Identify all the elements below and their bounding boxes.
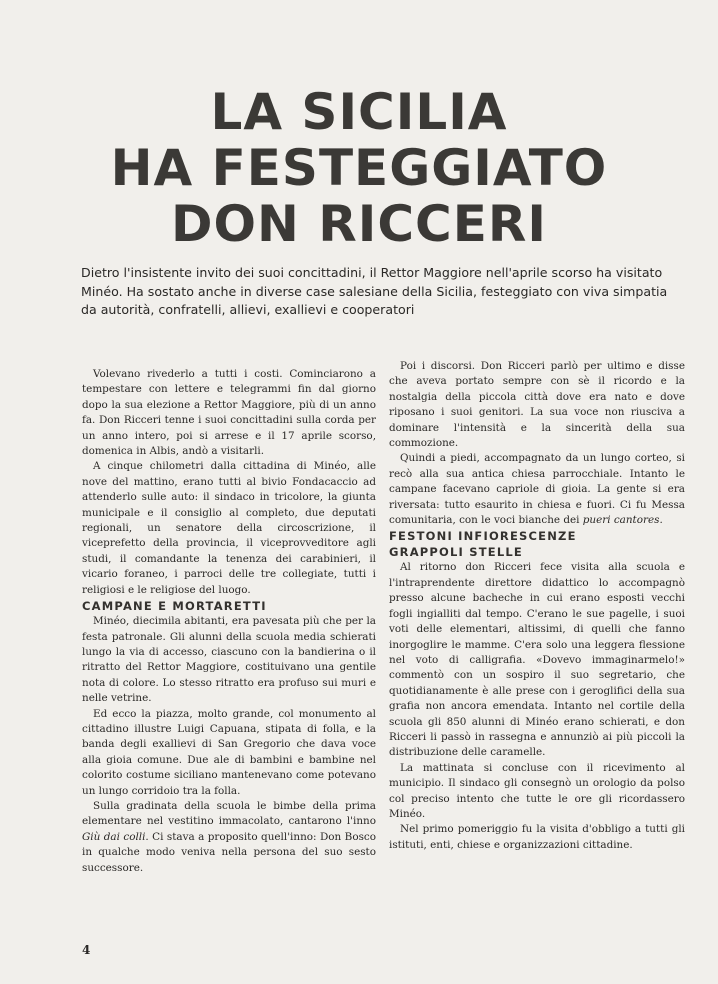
choir-name: pueri cantores xyxy=(582,514,660,527)
paragraph xyxy=(389,451,685,528)
article-subtitle: Dietro l'insistente invito dei suoi concittadini, il Rettor Maggiore nell'aprile scorso ha visitato Minéo. Ha sostato anche in diverse case salesiane della Sicilia, festeggiato con viva simpatia da autorità, confratelli, allievi, exallievi e cooperatori xyxy=(81,265,668,317)
article-title xyxy=(0,84,718,252)
text-run: . Ci stava a proposito quell'inno: Don Bosco in qualche modo veniva nella persona del suo sesto successore. xyxy=(82,830,376,874)
paragraph: Nel primo pomeriggio fu la visita d'obbligo a tutti gli istituti, enti, chiese e organizzazioni cittadine. xyxy=(389,823,685,851)
text-run: Quindi a piedi, accompagnato da un lungo corteo, si recò alla sua antica chiesa parrocchiale. Intanto le campane facevano capriole di gioia. La gente si era riversata: tutto esaurito in chiesa e fuori. Ci fu Messa comunitaria, con le voci bianche dei xyxy=(389,452,685,527)
right-column xyxy=(389,359,685,853)
paragraph: La mattinata si concluse con il ricevimento al municipio. Il sindaco gli consegnò un orologio da polso col preciso intento che tutte le ore gli ricordassero Minéo. xyxy=(389,761,685,820)
section-heading-festoni xyxy=(389,528,685,560)
text-run: . xyxy=(659,514,663,527)
paragraph: Poi i discorsi. Don Ricceri parlò per ultimo e disse che aveva portato sempre con sè il ricordo e la nostalgia della piccola città dove era nato e dove riposano i suoi genitori. La sua voce non riusciva a dominare l'intensità e la sincerità della sua commozione. xyxy=(389,360,685,450)
paragraph: A cinque chilometri dalla cittadina di Minéo, alle nove del mattino, erano tutti al bivio Fondacaccio ad attenderlo sulle auto: il sindaco in tricolore, la giunta municipale e il consiglio al completo, due deputati regionali, un senatore della circoscrizione, il viceprefetto della provincia, il viceprovveditore agli studi, il comandante la tenenza dei carabinieri, il vicario foraneo, i parroci delle tre collegiate, tutti i religiosi e le religiose del luogo. xyxy=(82,460,376,596)
section-heading-campane: CAMPANE E MORTARETTI xyxy=(82,599,267,614)
paragraph: Al ritorno don Ricceri fece visita alla scuola e l'intraprendente direttore didattico lo accompagnò presso alcune bacheche in cui erano esposti vecchi fogli ingialliti dal tempo. C'erano le sue pagelle, i suoi voti delle elementari, altissimi, di quelli che fanno inorgoglire le mamme. C'era solo una leggera flessione nel voto di calligrafia. «Dovevo immaginarmelo!» commentò con un sospiro il suo segretario, che quotidianamente è alle prese con i geroglifici della sua grafia non ancora emendata. Intanto nel cortile della scuola gli 850 alunni di Minéo erano schierati, e don Ricceri li passò in rassegna e annunziò ai più piccoli la distribuzione delle caramelle. xyxy=(389,561,685,759)
song-title: Giù dai colli xyxy=(82,830,146,843)
left-column xyxy=(82,367,376,876)
text-run: Sulla gradinata della scuola le bimbe della prima elementare nel vestitino immacolato, cantarono l'inno xyxy=(82,799,376,828)
paragraph: Minéo, diecimila abitanti, era pavesata più che per la festa patronale. Gli alunni della scuola media schierati lungo la via di accesso, ciascuno con la bandierina o il ritratto del Rettor Maggiore, costituivano una gentile nota di colore. Lo stesso ritratto era profuso sui muri e nelle vetrine. xyxy=(82,615,376,705)
title-line-1: LA SICILIA xyxy=(210,83,508,141)
heading-line: FESTONI INFIORESCENZE xyxy=(389,529,577,544)
paragraph: Ed ecco la piazza, molto grande, col monumento al cittadino illustre Luigi Capuana, stipata di folla, e la banda degli exallievi di San Gregorio che dava voce alla gioia comune. Due ale di bambini e bambine nel colorito costume siciliano mantenevano come potevano un lungo corridoio tra la folla. xyxy=(82,707,376,797)
page-number: 4 xyxy=(82,943,91,957)
title-line-3: DON RICCERI xyxy=(170,195,547,253)
heading-line: GRAPPOLI STELLE xyxy=(389,545,523,560)
title-line-2: HA FESTEGGIATO xyxy=(110,139,608,197)
paragraph xyxy=(82,799,376,876)
paragraph: Volevano rivederlo a tutti i costi. Cominciarono a tempestare con lettere e telegrammi fin dal giorno dopo la sua elezione a Rettor Maggiore, più di un anno fa. Don Ricceri tenne i suoi concittadini sulla corda per un anno intero, poi si arrese e il 17 aprile scorso, domenica in Albis, andò a visitarli. xyxy=(82,368,376,458)
